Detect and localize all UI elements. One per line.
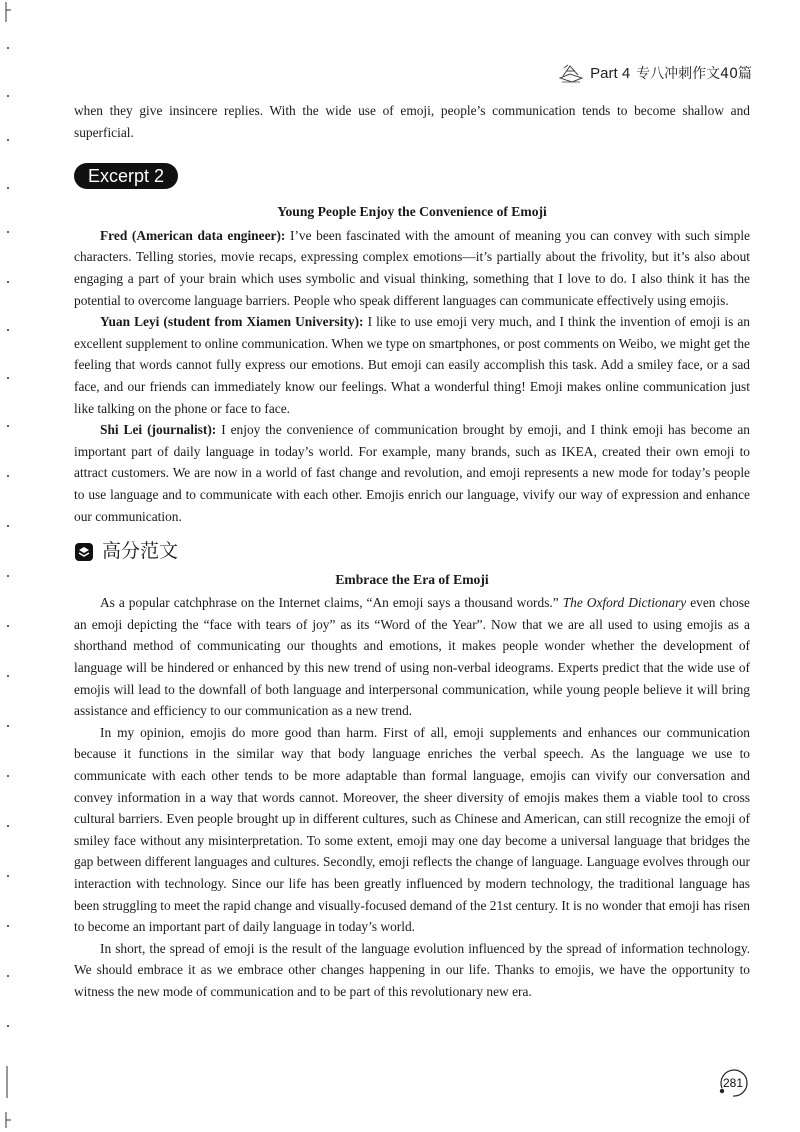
excerpt-title: Young People Enjoy the Convenience of Emoji	[277, 204, 547, 220]
essay-p1-after: even chose an emoji depicting the “face with tears of joy” as its “Word of the Year”. Now that we are all used to using emojis as a shorthand method of communicating our thoughts and emotions, it makes people wonder whether the development of language will be hindered or enhanced by this new trend of using non-verbal ideograms. Experts predict that the wide use of emojis will lead to the downfall of both language and interpersonal communication, while young people believe it will bring assistance and efficiency to our communication as a new trend.	[74, 595, 750, 719]
running-header	[558, 62, 752, 84]
binding-marks	[4, 0, 14, 1132]
book-logo-icon	[558, 62, 584, 84]
essay-p1-italic: The Oxford Dictionary	[562, 595, 687, 611]
excerpt-text-fred: I’ve been fascinated with the amount of meaning you can convey with such simple characters. Telling stories, movie recaps, expressing complex emotions—it’s partially about the frivolity, but it’s also about engaging a part of your brain which uses symbolic and visual thinking, something that I love to do. I also think it has the potential to overcome language barriers. People who speak different languages can communicate effectively using emojis.	[74, 227, 750, 308]
essay-paragraph-3: In short, the spread of emoji is the result of the language evolution influenced by the spread of information technology. We should embrace it as we embrace other changes happening in our life. Thanks to emojis, we have the opportunity to witness the new mode of communication and to be part of this revolutionary new era.	[74, 940, 750, 999]
speaker-yuan: Yuan Leyi (student from Xiamen University):	[100, 314, 364, 330]
page-content	[74, 100, 750, 1003]
essay-paragraph-2: In my opinion, emojis do more good than harm. First of all, emoji supplements and enhances our communication because it functions in the similar way that body language enriches the verbal speech. As the language we use to communicate with each other tends to be more adaptable than formal language, emojis can vivify our conversation and convey information in a way that words cannot. Moreover, the sheer diversity of emojis makes them a viable tool to cross cultural barriers. Even people brought up in different cultures, such as Chinese and American, can still recognize the emoji of smiley face without any misinterpretation. To some extent, emoji may one day become a universal language that bridges the gap between different languages and cultures. Secondly, emoji reflects the change of language. Language evolves through our interaction with technology. Since our life has been greatly influenced by modern technology, the traditional language has been struggling to meet the rapid change and visually-focused demand of the 21st century. It is no wonder that emoji has risen to become an important part of daily language in today’s world.	[74, 724, 750, 935]
excerpt-paragraph-yuan	[74, 311, 750, 419]
excerpt-text-shi: I enjoy the convenience of communication brought by emoji, and I think emoji has become an important part of daily language in today’s world. For example, many brands, such as IKEA, created their own emoji to attract customers. We are now in a world of fast change and revolution, and emoji represents a new mode for today’s people to use language and to communicate with each other. Emojis enrich our language, vivify our way of expression and enhance our communication.	[74, 422, 750, 524]
header-part: Part 4	[590, 64, 631, 82]
section-label: 高分范文	[102, 540, 179, 563]
layers-icon	[74, 542, 94, 562]
page-number-badge	[716, 1066, 750, 1100]
header-title: 专八冲刺作文40篇	[636, 66, 752, 82]
excerpt-text-yuan: I like to use emoji very much, and I think the invention of emoji is an excellent supplement to online communication. When we type on smartphones, or post comments on Weibo, we might get the feeling that words cannot fully express our emotions. But emoji can easily accomplish this task. Add a smiley face, or a sad face, and our friends can immediately know our feelings. What a wonderful thing! Emoji makes online communication just like talking on the phone or face to face.	[74, 314, 750, 416]
section-heading	[74, 541, 750, 563]
page-number: 281	[722, 1076, 744, 1090]
intro-tail-paragraph: when they give insincere replies. With the wide use of emoji, people’s communication tends to become shallow and superficial.	[74, 103, 750, 140]
essay-title: Embrace the Era of Emoji	[335, 571, 489, 587]
excerpt-paragraph-shi	[74, 419, 750, 527]
speaker-fred: Fred (American data engineer):	[100, 227, 286, 243]
essay-p1-before: As a popular catchphrase on the Internet claims, “An emoji says a thousand words.”	[100, 595, 563, 611]
essay-paragraph-1	[74, 592, 750, 722]
speaker-shi: Shi Lei (journalist):	[100, 422, 217, 438]
excerpt-paragraph-fred	[74, 225, 750, 311]
excerpt-badge: Excerpt 2	[74, 163, 178, 189]
